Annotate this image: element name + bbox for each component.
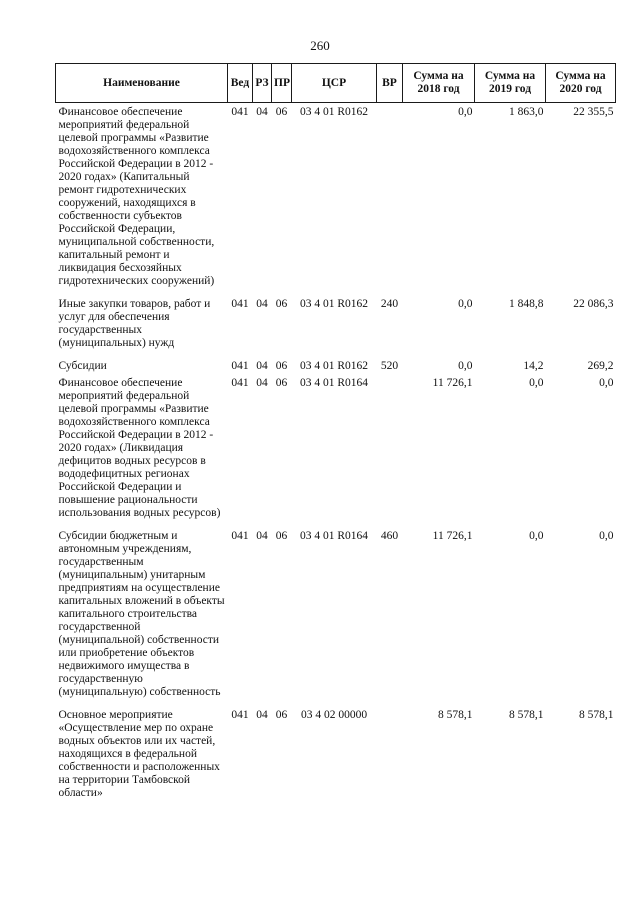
table-row xyxy=(56,522,616,701)
table-row xyxy=(56,701,616,802)
header-ved: Вед xyxy=(228,64,253,103)
row-csr: 03 4 02 00000 xyxy=(300,709,368,721)
header-vr: ВР xyxy=(377,64,403,103)
row-sum-2020: 0,0 xyxy=(599,530,614,542)
budget-table xyxy=(55,63,616,802)
table-row xyxy=(56,103,616,291)
page-number: 260 xyxy=(310,38,330,53)
row-sum-2018: 0,0 xyxy=(458,298,473,310)
row-sum-2020: 8 578,1 xyxy=(579,709,614,721)
row-sum-2018: 0,0 xyxy=(458,106,473,118)
row-ved: 041 xyxy=(231,709,249,721)
row-rz: 04 xyxy=(256,298,268,310)
row-name: Субсидии xyxy=(58,360,107,372)
row-csr: 03 4 01 R0162 xyxy=(299,106,369,118)
row-vr: 460 xyxy=(380,530,399,542)
row-csr: 03 4 01 R0164 xyxy=(299,530,369,542)
row-csr: 03 4 01 R0162 xyxy=(299,298,369,310)
header-name: Наименование xyxy=(56,64,228,103)
row-sum-2019: 1 848,8 xyxy=(509,298,544,310)
row-rz: 04 xyxy=(256,106,268,118)
row-name: Иные закупки товаров, работ и услуг для обеспечения государственных (муниципальных) нужд xyxy=(58,298,211,349)
row-name: Финансовое обеспечение мероприятий федеральной целевой программы «Развитие водохозяйственного комплекса Российской Федерации в 2012 - 2020 годах» (Ликвидация дефицитов водных ресурсов в вододефицитных регионах Российской Федерации и повышение рациональности использования водных ресурсов) xyxy=(58,377,221,519)
table-row xyxy=(56,375,616,522)
row-sum-2019: 0,0 xyxy=(529,530,544,542)
row-name: Субсидии бюджетным и автономным учреждениям, государственным (муниципальным) унитарным предприятиям на осуществление капитальных вложений в объекты капитального строительства государственной (муниципальной) собственности или приобретение объектов недвижимого имущества в государственную (муниципальную) собственность xyxy=(58,530,225,698)
row-pr: 06 xyxy=(275,360,288,372)
row-vr: 520 xyxy=(380,360,399,372)
table-header-row xyxy=(56,64,616,103)
table-row xyxy=(56,352,616,375)
row-ved: 041 xyxy=(231,106,249,118)
row-sum-2019: 8 578,1 xyxy=(509,709,544,721)
table-row xyxy=(56,290,616,352)
row-pr: 06 xyxy=(275,709,288,721)
header-pr: ПР xyxy=(272,64,292,103)
header-sum-2020: Сумма на 2020 год xyxy=(546,64,616,103)
header-csr: ЦСР xyxy=(292,64,377,103)
row-sum-2020: 22 086,3 xyxy=(573,298,614,310)
header-rz: РЗ xyxy=(253,64,272,103)
row-ved: 041 xyxy=(231,360,249,372)
row-rz: 04 xyxy=(256,360,268,372)
row-sum-2018: 0,0 xyxy=(458,360,473,372)
row-sum-2018: 11 726,1 xyxy=(432,530,473,542)
row-name: Финансовое обеспечение мероприятий федеральной целевой программы «Развитие водохозяйственного комплекса Российской Федерации в 2012 - 2020 годах» (Капитальный ремонт гидротехнических сооружений, находящихся в собственности субъектов Российской Федерации, муниципальной собственности, капитальный ремонт и ликвидация бесхозяйных гидротехнических сооружений) xyxy=(58,106,215,287)
row-rz: 04 xyxy=(256,377,268,389)
row-name: Основное мероприятие «Осуществление мер по охране водных объектов или их частей, находящихся в федеральной собственности и расположенных на территории Тамбовской области» xyxy=(58,709,220,799)
row-pr: 06 xyxy=(275,377,288,389)
row-sum-2018: 8 578,1 xyxy=(438,709,473,721)
row-sum-2018: 11 726,1 xyxy=(432,377,473,389)
row-sum-2020: 22 355,5 xyxy=(573,106,614,118)
row-sum-2019: 14,2 xyxy=(523,360,544,372)
row-ved: 041 xyxy=(231,377,249,389)
row-vr: 240 xyxy=(380,298,399,310)
row-pr: 06 xyxy=(275,530,288,542)
row-rz: 04 xyxy=(256,530,268,542)
row-sum-2019: 1 863,0 xyxy=(509,106,544,118)
row-sum-2020: 0,0 xyxy=(599,377,614,389)
row-vr xyxy=(377,375,403,522)
header-sum-2019: Сумма на 2019 год xyxy=(475,64,546,103)
row-csr: 03 4 01 R0162 xyxy=(299,360,369,372)
row-vr xyxy=(377,103,403,291)
row-sum-2019: 0,0 xyxy=(529,377,544,389)
row-rz: 04 xyxy=(256,709,268,721)
row-ved: 041 xyxy=(231,298,249,310)
row-sum-2020: 269,2 xyxy=(587,360,614,372)
row-pr: 06 xyxy=(275,106,288,118)
row-vr xyxy=(377,701,403,802)
row-ved: 041 xyxy=(231,530,249,542)
header-sum-2018: Сумма на 2018 год xyxy=(403,64,475,103)
row-pr: 06 xyxy=(275,298,288,310)
row-csr: 03 4 01 R0164 xyxy=(299,377,369,389)
